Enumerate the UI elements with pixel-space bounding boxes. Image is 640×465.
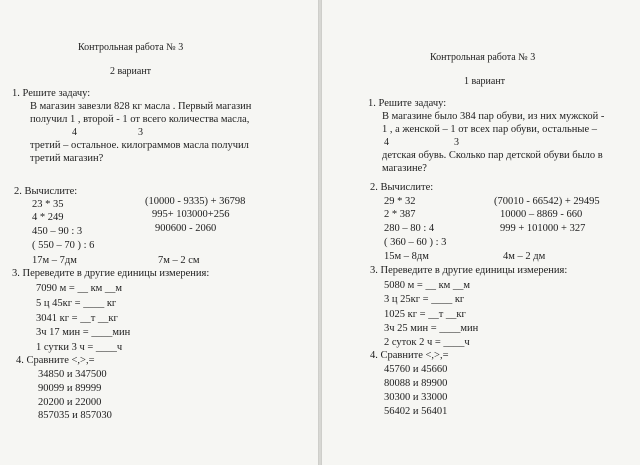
right-task1-heading: 1. Решите задачу:	[368, 98, 447, 109]
right-task1-line1: В магазине было 384 пар обуви, из них мужской -	[382, 111, 605, 122]
left-task2-heading: 2. Вычислите:	[14, 186, 78, 197]
right-task3-heading: 3. Переведите в другие единицы измерения:	[370, 265, 568, 276]
right-task2-item: 15м – 8дм	[384, 251, 429, 262]
right-task3-item: 3ч 25 мин = ____мин	[384, 323, 479, 334]
right-sheet	[322, 0, 640, 465]
left-task4-item: 34850 и 347500	[38, 369, 107, 380]
left-task1-line4: третий магазин?	[30, 153, 104, 164]
left-task3-item: 5 ц 45кг = ____ кг	[36, 298, 117, 309]
right-task2-heading: 2. Вычислите:	[370, 182, 434, 193]
right-task2-item: 29 * 32	[384, 196, 416, 207]
right-task4-item: 45760 и 45660	[384, 364, 448, 375]
left-task1-line2: получил 1 , второй - 1 от всего количества масла,	[30, 114, 250, 125]
right-task4-item: 56402 и 56401	[384, 406, 448, 417]
right-task3-item: 1025 кг = __т __кг	[384, 309, 466, 320]
left-task2-item: 900600 - 2060	[155, 223, 217, 234]
left-task2-item: 995+ 103000+256	[152, 209, 230, 220]
left-task4-heading: 4. Сравните <,>,=	[16, 355, 95, 366]
left-task3-item: 1 сутки 3 ч = ____ч	[36, 342, 123, 353]
right-task3-item: 5080 м = __ км __м	[384, 280, 471, 291]
left-task1-line3: третий – остальное. килограммов масла получил	[30, 140, 249, 151]
left-task3-item: 3041 кг = __т __кг	[36, 313, 118, 324]
right-task4-item: 80088 и 89900	[384, 378, 448, 389]
left-task4-item: 20200 и 22000	[38, 397, 102, 408]
left-task2-item: (10000 - 9335) + 36798	[145, 196, 246, 207]
left-task1-den4: 4	[72, 127, 77, 138]
right-task4-heading: 4. Сравните <,>,=	[370, 350, 449, 361]
right-task1-line3: детская обувь. Сколько пар детской обуви было в	[382, 150, 603, 161]
right-task2-item: 4м – 2 дм	[503, 251, 546, 262]
left-task2-item: 17м – 7дм	[32, 255, 77, 266]
left-task1-heading: 1. Решите задачу:	[12, 88, 91, 99]
left-task4-item: 90099 и 89999	[38, 383, 102, 394]
left-task3-heading: 3. Переведите в другие единицы измерения:	[12, 268, 210, 279]
right-task2-item: 999 + 101000 + 327	[500, 223, 586, 234]
right-task2-item: 10000 – 8869 - 660	[500, 209, 583, 220]
left-task4-item: 857035 и 857030	[38, 410, 112, 421]
right-task1-den3: 3	[454, 137, 459, 148]
right-task3-item: 3 ц 25кг = ____ кг	[384, 294, 465, 305]
left-task2-item: ( 550 – 70 ) : 6	[32, 240, 95, 251]
left-task2-item: 450 – 90 : 3	[32, 226, 83, 237]
left-task3-item: 7090 м = __ км __м	[36, 283, 123, 294]
left-task2-item: 7м – 2 см	[158, 255, 200, 266]
left-task2-item: 23 * 35	[32, 199, 64, 210]
left-task3-item: 3ч 17 мин = ____мин	[36, 327, 131, 338]
right-task1-den4: 4	[384, 137, 389, 148]
right-variant: 1 вариант	[464, 76, 506, 87]
left-task2-item: 4 * 249	[32, 212, 64, 223]
right-task1-line2: 1 , а женской – 1 от всех пар обуви, остальные –	[382, 124, 597, 135]
left-variant: 2 вариант	[110, 66, 152, 77]
left-task1-line1: В магазин завезли 828 кг масла . Первый магазин	[30, 101, 252, 112]
right-task2-item: (70010 - 66542) + 29495	[494, 196, 600, 207]
right-task1-line4: магазине?	[382, 163, 427, 174]
right-task4-item: 30300 и 33000	[384, 392, 448, 403]
right-task2-item: ( 360 – 60 ) : 3	[384, 237, 447, 248]
left-task1-den3: 3	[138, 127, 143, 138]
right-task3-item: 2 суток 2 ч = ____ч	[384, 337, 470, 348]
right-title: Контрольная работа № 3	[430, 52, 536, 63]
right-task2-item: 2 * 387	[384, 209, 416, 220]
right-task2-item: 280 – 80 : 4	[384, 223, 435, 234]
left-title: Контрольная работа № 3	[78, 42, 184, 53]
